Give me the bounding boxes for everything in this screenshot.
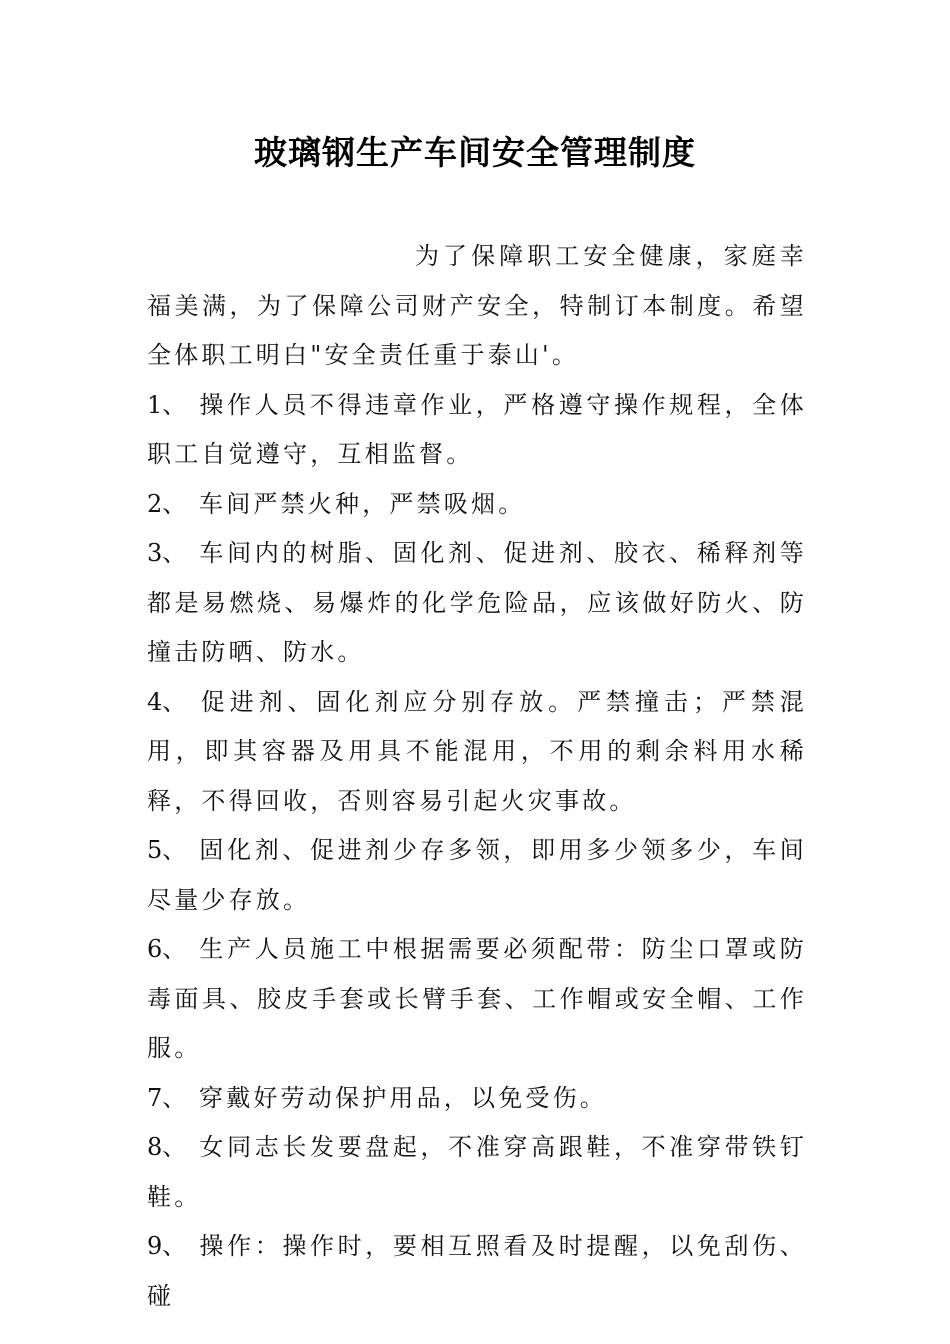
rule-text: 车间严禁火种，严禁吸烟。 [199,489,526,518]
rule-number: 8、 [147,1133,187,1161]
rule-number: 4、 [147,687,187,716]
rule-item-3 [147,529,807,678]
rule-text: 操作人员不得违章作业，严格遵守操作规程，全体职工自觉遵守，互相监督。 [147,390,807,468]
rule-text: 女同志长发要盘起，不准穿高跟鞋，不准穿带铁钉鞋。 [147,1133,807,1211]
rule-number: 7、 [147,1083,187,1112]
rule-item-2 [147,480,807,530]
rule-number: 9、 [147,1232,187,1260]
rule-item-9 [147,1222,807,1321]
rule-number: 5、 [147,836,187,864]
document-body [147,232,807,1321]
rule-number: 3、 [147,539,187,567]
rule-text: 车间内的树脂、固化剂、促进剂、胶衣、稀释剂等都是易燃烧、易爆炸的化学危险品，应该做好防火、防撞击防晒、防水。 [147,539,807,666]
rule-item-1 [147,381,807,480]
rule-item-7 [147,1074,807,1124]
rule-text: 操作：操作时，要相互照看及时提醒，以免刮伤、碰 [147,1232,807,1310]
intro-paragraph: 为了保障职工安全健康，家庭幸福美满，为了保障公司财产安全，特制订本制度。希望全体职工明白"安全责任重于泰山'。 [147,242,807,369]
rule-number: 1、 [147,390,187,419]
rule-number: 2、 [147,489,187,518]
rule-number: 6、 [147,935,187,963]
rule-item-5 [147,826,807,925]
rule-item-6 [147,925,807,1074]
document-title: 玻璃钢生产车间安全管理制度 [254,133,696,172]
rule-text: 穿戴好劳动保护用品，以免受伤。 [199,1083,607,1112]
rule-item-4 [147,678,807,827]
rule-text: 固化剂、促进剂少存多领，即用多少领多少，车间尽量少存放。 [147,836,807,914]
rule-text: 生产人员施工中根据需要必须配带：防尘口罩或防毒面具、胶皮手套或长臂手套、工作帽或安全帽、工作服。 [147,935,807,1062]
rule-text: 促进剂、固化剂应分别存放。严禁撞击；严禁混用，即其容器及用具不能混用，不用的剩余料用水稀释，不得回收，否则容易引起火灾事故。 [147,687,807,815]
rule-item-8 [147,1123,807,1222]
